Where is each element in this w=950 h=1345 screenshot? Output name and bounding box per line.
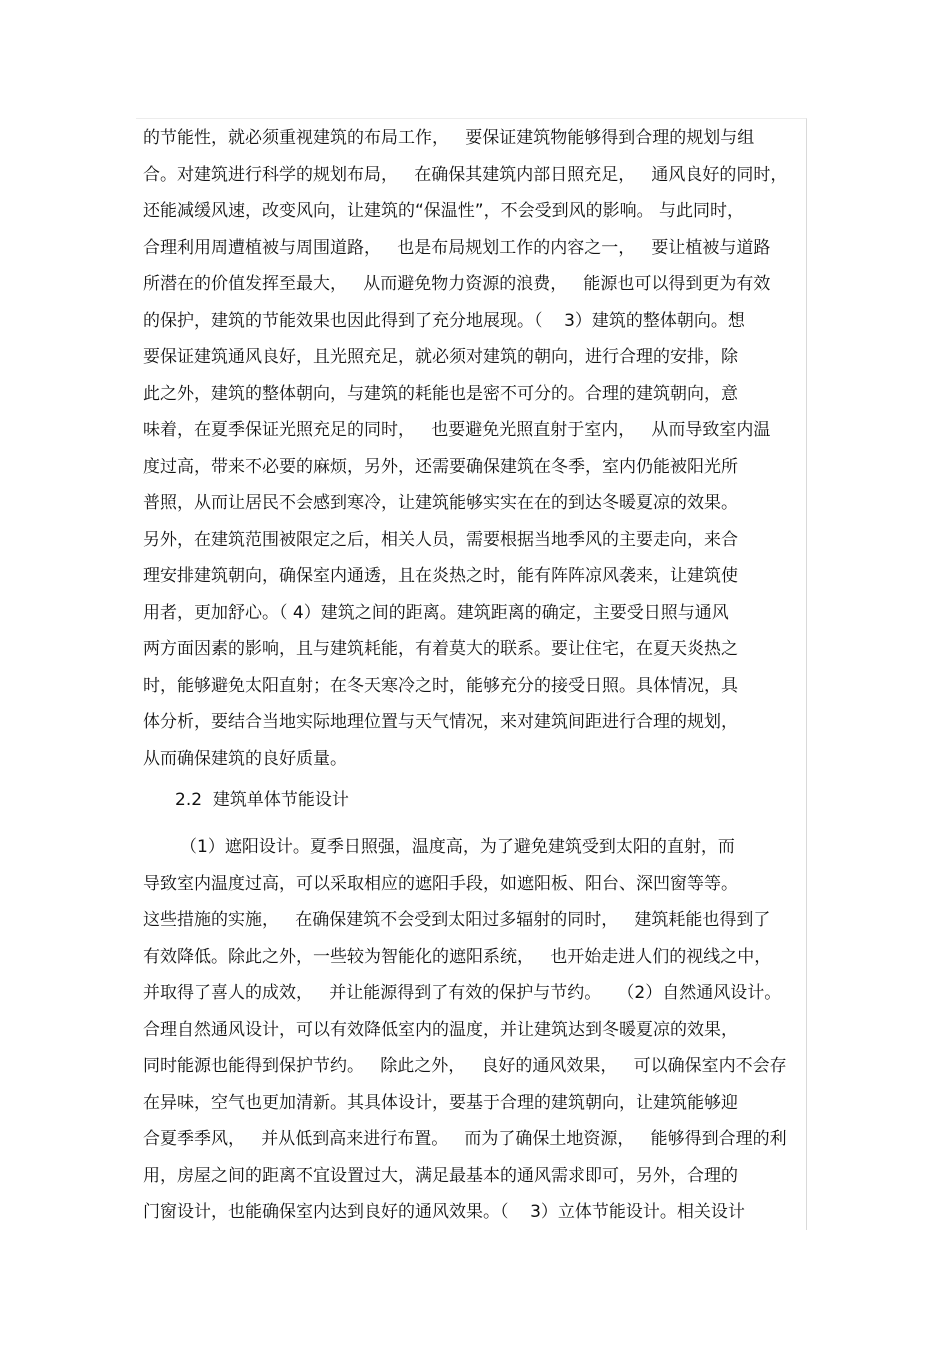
text-line: 并取得了喜人的成效， 并让能源得到了有效的保护与节约。 （2）自然通风设计。: [143, 983, 782, 1003]
text-line: 的保护，建筑的节能效果也因此得到了充分地展现。（ 3）建筑的整体朝向。想: [143, 310, 745, 331]
text-line: 这些措施的实施， 在确保建筑不会受到太阳过多辐射的同时， 建筑耗能也得到了: [143, 910, 771, 930]
body-paragraph-2: [143, 829, 803, 1231]
text-line: 合。对建筑进行科学的规划布局， 在确保其建筑内部日照充足， 通风良好的同时，: [143, 164, 788, 185]
text-line: 同时能源也能得到保护节约。 除此之外， 良好的通风效果， 可以确保室内不会存: [143, 1056, 787, 1076]
text-line: 用，房屋之间的距离不宜设置过大，满足最基本的通风需求即可，另外，合理的: [143, 1165, 738, 1186]
text-line: 此之外，建筑的整体朝向，与建筑的耗能也是密不可分的。合理的建筑朝向，意: [143, 383, 738, 404]
text-line: 门窗设计，也能确保室内达到良好的通风效果。（ 3）立体节能设计。相关设计: [143, 1202, 745, 1222]
text-line: 另外，在建筑范围被限定之后，相关人员，需要根据当地季风的主要走向，来合: [143, 529, 738, 550]
text-line: 所潜在的价值发挥至最大， 从而避免物力资源的浪费， 能源也可以得到更为有效: [143, 274, 771, 294]
section-heading: 2.2 建筑单体节能设计: [175, 790, 349, 810]
text-line: 理安排建筑朝向，确保室内通透，且在炎热之时，能有阵阵凉风袭来，让建筑使: [143, 566, 738, 586]
text-line: 要保证建筑通风良好，且光照充足，就必须对建筑的朝向，进行合理的安排，除: [143, 347, 738, 367]
body-paragraph-1: [143, 120, 803, 777]
text-line: 的节能性，就必须重视建筑的布局工作， 要保证建筑物能够得到合理的规划与组: [143, 128, 755, 148]
text-line: （1）遮阳设计。夏季日照强，温度高，为了避免建筑受到太阳的直射，而: [180, 837, 735, 857]
text-line: 度过高，带来不必要的麻烦，另外，还需要确保建筑在冬季，室内仍能被阳光所: [143, 456, 738, 477]
text-line: 导致室内温度过高，可以采取相应的遮阳手段，如遮阳板、阳台、深凹窗等等。: [143, 873, 738, 894]
text-line: 合夏季季风， 并从低到高来进行布置。 而为了确保土地资源， 能够得到合理的利: [143, 1129, 787, 1149]
text-line: 还能减缓风速，改变风向，让建筑的“保温性”，不会受到风的影响。 与此同时，: [143, 201, 745, 221]
text-line: 体分析，要结合当地实际地理位置与天气情况，来对建筑间距进行合理的规划，: [143, 712, 738, 732]
text-line: 用者，更加舒心。（ 4）建筑之间的距离。建筑距离的确定，主要受日照与通风: [143, 602, 729, 623]
text-line: 普照，从而让居民不会感到寒冷，让建筑能够实实在在的到达冬暖夏凉的效果。: [143, 493, 738, 513]
text-line: 味着，在夏季保证光照充足的同时， 也要避免光照直射于室内， 从而导致室内温: [143, 420, 771, 440]
text-line: 合理利用周遭植被与周围道路， 也是布局规划工作的内容之一， 要让植被与道路: [143, 237, 771, 258]
text-line: 合理自然通风设计，可以有效降低室内的温度，并让建筑达到冬暖夏凉的效果，: [143, 1019, 738, 1040]
text-line: 有效降低。除此之外，一些较为智能化的遮阳系统， 也开始走进人们的视线之中，: [143, 946, 772, 967]
text-line: 两方面因素的影响，且与建筑耗能，有着莫大的联系。要让住宅，在夏天炎热之: [143, 639, 738, 659]
text-line: 在异味，空气也更加清新。其具体设计，要基于合理的建筑朝向，让建筑能够迎: [143, 1092, 738, 1113]
text-line: 从而确保建筑的良好质量。: [143, 748, 347, 769]
text-line: 时，能够避免太阳直射；在冬天寒冷之时，能够充分的接受日照。具体情况，具: [143, 675, 738, 696]
